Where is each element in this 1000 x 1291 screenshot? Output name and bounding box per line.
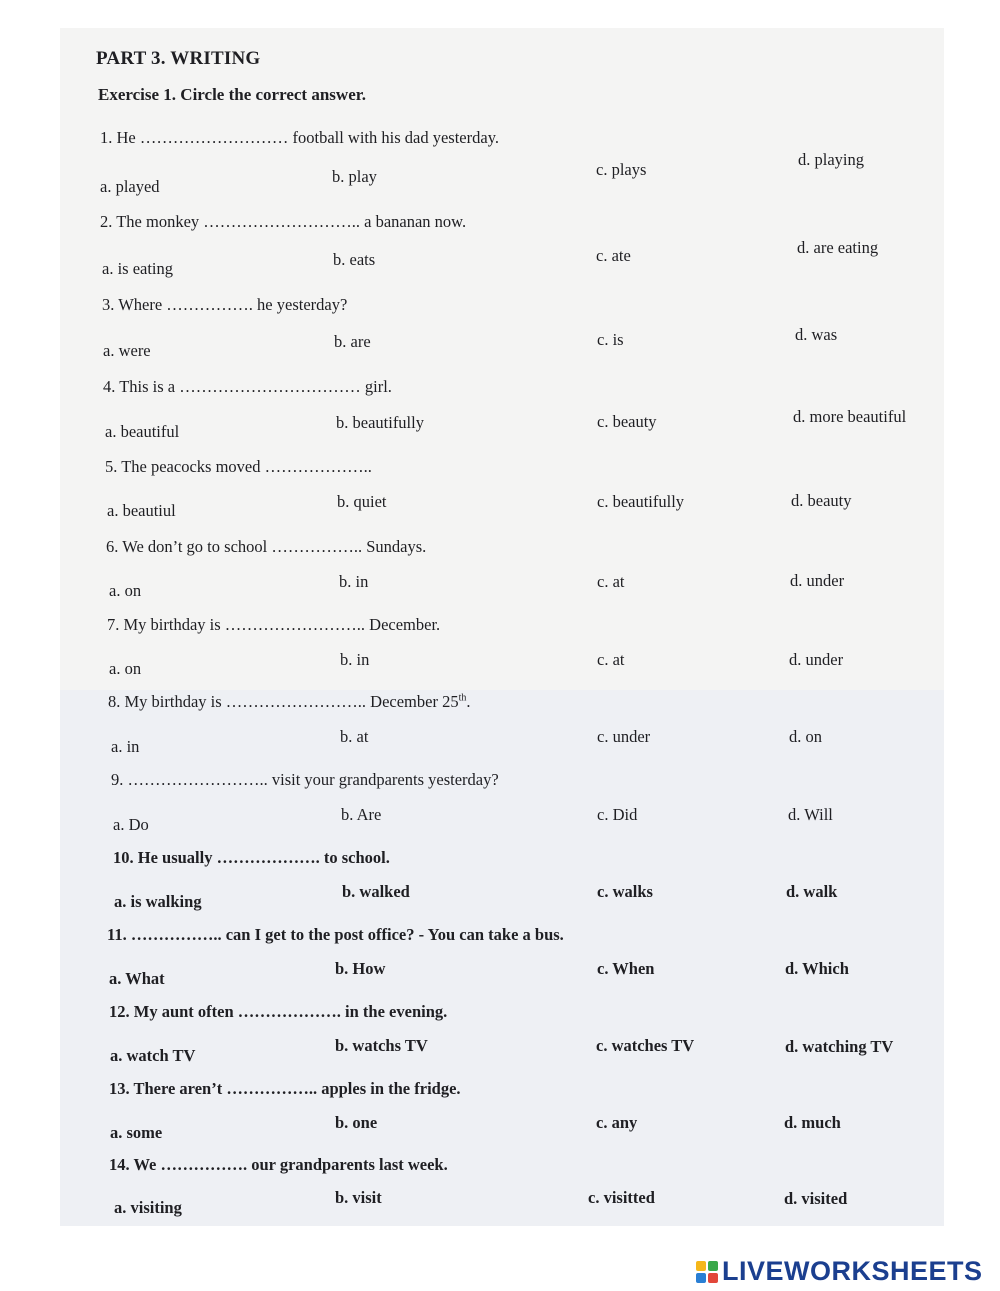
question-7: 7. My birthday is …………………….. December. (107, 615, 441, 634)
option-10a[interactable]: a. is walking (114, 892, 202, 911)
option-5b[interactable]: b. quiet (337, 492, 387, 511)
option-2b[interactable]: b. eats (333, 250, 376, 269)
option-2a[interactable]: a. is eating (102, 259, 174, 278)
question-11: 11. …………….. can I get to the post office? - You can take a bus. (107, 925, 564, 944)
option-3b[interactable]: b. are (334, 332, 371, 351)
question-5: 5. The peacocks moved ……………….. (105, 457, 372, 476)
option-10d[interactable]: d. walk (786, 882, 838, 901)
logo-square-green (708, 1261, 718, 1271)
option-1a[interactable]: a. played (100, 177, 160, 196)
option-6b[interactable]: b. in (339, 572, 369, 591)
option-4b[interactable]: b. beautifully (336, 413, 424, 432)
question-14: 14. We ……………. our grandparents last week. (109, 1155, 448, 1174)
option-13a[interactable]: a. some (110, 1123, 163, 1142)
option-3c[interactable]: c. is (597, 330, 624, 349)
option-14c[interactable]: c. visitted (588, 1188, 655, 1207)
option-10b[interactable]: b. walked (342, 882, 410, 901)
option-8b[interactable]: b. at (340, 727, 369, 746)
option-8c[interactable]: c. under (597, 727, 651, 746)
option-8a[interactable]: a. in (111, 737, 140, 756)
option-7a[interactable]: a. on (109, 659, 142, 678)
question-3: 3. Where ……………. he yesterday? (102, 295, 348, 314)
exercise-title: Exercise 1. Circle the correct answer. (98, 85, 366, 104)
option-7c[interactable]: c. at (597, 650, 625, 669)
option-6c[interactable]: c. at (597, 572, 625, 591)
option-5c[interactable]: c. beautifully (597, 492, 685, 511)
option-4c[interactable]: c. beauty (597, 412, 657, 431)
option-11a[interactable]: a. What (109, 969, 165, 988)
option-6d[interactable]: d. under (790, 571, 845, 590)
option-9b[interactable]: b. Are (341, 805, 382, 824)
liveworksheets-logo-icon (696, 1261, 718, 1283)
option-3a[interactable]: a. were (103, 341, 151, 360)
question-6: 6. We don’t go to school …………….. Sundays. (106, 537, 427, 556)
question-4: 4. This is a …………………………… girl. (103, 377, 392, 396)
liveworksheets-logo[interactable] (696, 1256, 983, 1287)
option-12a[interactable]: a. watch TV (110, 1046, 196, 1065)
option-12c[interactable]: c. watches TV (596, 1036, 695, 1055)
option-2c[interactable]: c. ate (596, 246, 631, 265)
option-11d[interactable]: d. Which (785, 959, 849, 978)
question-13: 13. There aren’t …………….. apples in the fridge. (109, 1079, 461, 1098)
question-8-end: . (466, 692, 471, 711)
option-4d[interactable]: d. more beautiful (793, 407, 907, 426)
option-1c[interactable]: c. plays (596, 160, 647, 179)
part-title: PART 3. WRITING (96, 48, 261, 69)
option-14d[interactable]: d. visited (784, 1189, 848, 1208)
option-13b[interactable]: b. one (335, 1113, 378, 1132)
logo-square-red (708, 1273, 718, 1283)
option-1d[interactable]: d. playing (798, 150, 864, 169)
option-7d[interactable]: d. under (789, 650, 844, 669)
option-5d[interactable]: d. beauty (791, 491, 852, 510)
option-12d[interactable]: d. watching TV (785, 1037, 894, 1056)
question-8-text: 8. My birthday is …………………….. December 25 (108, 692, 459, 711)
option-11b[interactable]: b. How (335, 959, 386, 978)
option-8d[interactable]: d. on (789, 727, 822, 746)
question-12: 12. My aunt often ………………. in the evening. (109, 1002, 448, 1021)
option-11c[interactable]: c. When (597, 959, 655, 978)
option-10c[interactable]: c. walks (597, 882, 653, 901)
option-13d[interactable]: d. much (784, 1113, 841, 1132)
question-2: 2. The monkey ……………………….. a bananan now. (100, 212, 467, 231)
brand-name: LIVEWORKSHEETS (722, 1256, 983, 1286)
option-1b[interactable]: b. play (332, 167, 377, 186)
option-9c[interactable]: c. Did (597, 805, 638, 824)
option-9a[interactable]: a. Do (113, 815, 149, 834)
option-9d[interactable]: d. Will (788, 805, 833, 824)
option-2d[interactable]: d. are eating (797, 238, 879, 257)
option-5a[interactable]: a. beautiul (107, 501, 176, 520)
option-14b[interactable]: b. visit (335, 1188, 382, 1207)
option-13c[interactable]: c. any (596, 1113, 638, 1132)
option-7b[interactable]: b. in (340, 650, 370, 669)
question-10: 10. He usually ………………. to school. (113, 848, 390, 867)
question-8-superscript: th (458, 692, 467, 704)
option-4a[interactable]: a. beautiful (105, 422, 180, 441)
logo-square-blue (696, 1273, 706, 1283)
option-14a[interactable]: a. visiting (114, 1198, 182, 1217)
option-6a[interactable]: a. on (109, 581, 142, 600)
logo-square-yellow (696, 1261, 706, 1271)
question-1: 1. He ……………………… football with his dad yesterday. (100, 128, 499, 147)
option-3d[interactable]: d. was (795, 325, 838, 344)
option-12b[interactable]: b. watchs TV (335, 1036, 428, 1055)
question-9: 9. …………………….. visit your grandparents yesterday? (111, 770, 499, 789)
question-8 (108, 692, 470, 712)
